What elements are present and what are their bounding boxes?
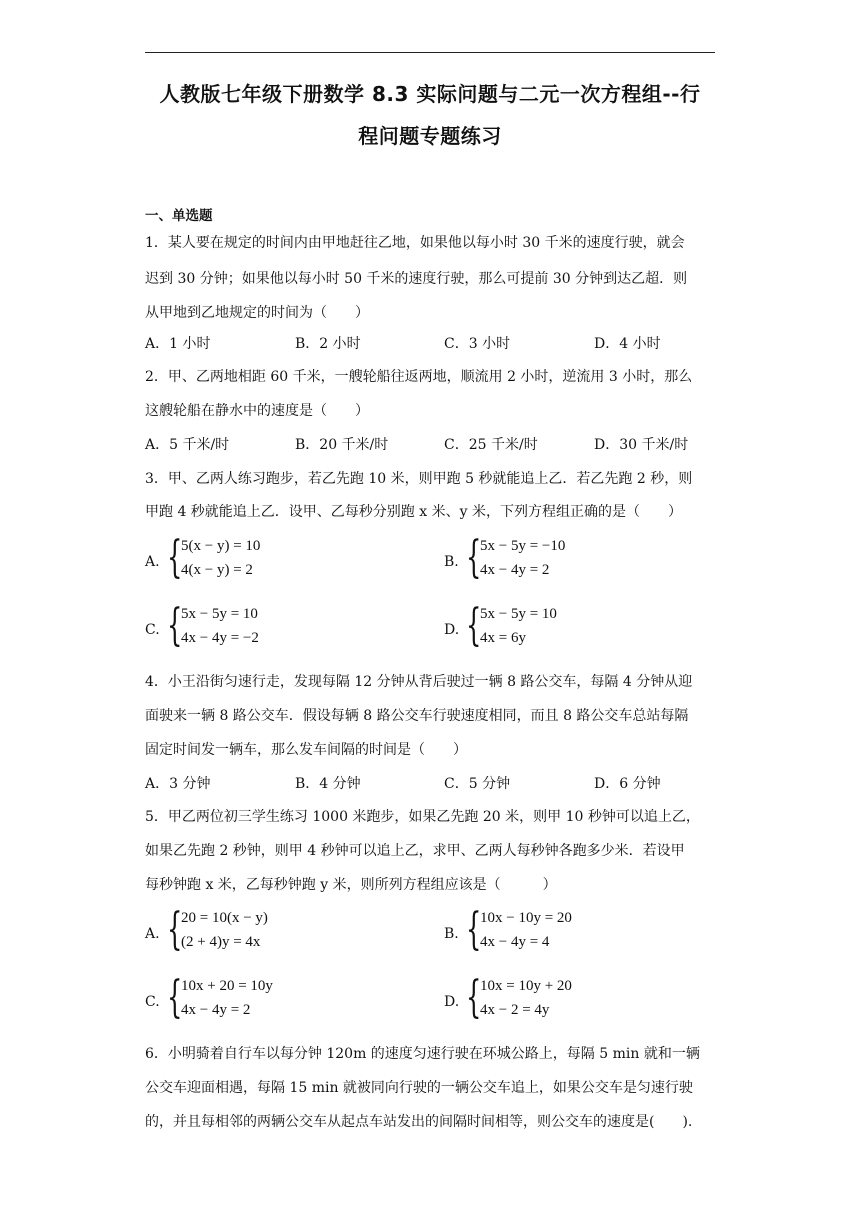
q3-text: 甲跑 4 秒就能追上乙．设甲、乙每秒分别跑 x 米、y 米，下列方程组正确的是（ ）: [145, 504, 682, 520]
equation: 20 = 10(x − y): [181, 910, 268, 926]
equation: 10x + 20 = 10y: [181, 978, 273, 994]
equation: 4x − 2 = 4y: [480, 1002, 550, 1018]
equation: 5x − 5y = 10: [480, 606, 557, 622]
q4-option-c[interactable]: C．5 分钟: [444, 776, 511, 792]
q5-option-d[interactable]: [444, 972, 644, 1024]
q5-option-b[interactable]: [444, 904, 644, 956]
q1-text: 从甲地到乙地规定的时间为（ ）: [145, 305, 369, 321]
q4-text: 4．小王沿街匀速行走，发现每隔 12 分钟从背后驶过一辆 8 路公交车，每隔 4 分钟从迎: [145, 674, 693, 690]
section-heading: 一、单选题: [145, 208, 213, 224]
q1-text: 迟到 30 分钟；如果他以每小时 50 千米的速度行驶，那么可提前 30 分钟到达乙超．则: [145, 271, 688, 287]
q2-text: 这艘轮船在静水中的速度是（ ）: [145, 403, 369, 419]
q1-option-a[interactable]: A．1 小时: [145, 336, 211, 352]
option-label: B.: [444, 926, 459, 942]
page-title-cont: 程问题专题练习: [358, 124, 502, 148]
q3-text: 3．甲、乙两人练习跑步，若乙先跑 10 米，则甲跑 5 秒就能追上乙．若乙先跑 2 秒，则: [145, 471, 693, 487]
q2-option-a[interactable]: A．5 千米/时: [145, 437, 230, 453]
q1-option-c[interactable]: C．3 小时: [444, 336, 511, 352]
q6-text: 的，并且每相邻的两辆公交车从起点车站发出的间隔时间相等，则公交车的速度是( ).: [145, 1114, 693, 1130]
page-title: 人教版七年级下册数学 8.3 实际问题与二元一次方程组--行: [159, 82, 701, 106]
option-label: D.: [444, 994, 460, 1010]
brace-icon: {: [167, 904, 183, 955]
q3-option-a[interactable]: [145, 532, 345, 584]
q1-text: 1．某人要在规定的时间内由甲地赶往乙地，如果他以每小时 30 千米的速度行驶，就会: [145, 235, 685, 251]
q4-text: 面驶来一辆 8 路公交车．假设每辆 8 路公交车行驶速度相同，而且 8 路公交车总站每隔: [145, 708, 689, 724]
brace-icon: {: [167, 600, 183, 651]
q5-option-c[interactable]: [145, 972, 345, 1024]
equation: 4x − 4y = 2: [480, 562, 550, 578]
option-label: C.: [145, 994, 160, 1010]
equation: 4x − 4y = 4: [480, 934, 550, 950]
q2-option-b[interactable]: B．20 千米/时: [295, 437, 389, 453]
equation: 5x − 5y = 10: [181, 606, 258, 622]
q4-text: 固定时间发一辆车，那么发车间隔的时间是（ ）: [145, 742, 467, 758]
brace-icon: {: [466, 532, 482, 583]
q5-text: 如果乙先跑 2 秒钟，则甲 4 秒钟可以追上乙，求甲、乙两人每秒钟各跑多少米．若设甲: [145, 843, 685, 859]
q5-option-a[interactable]: [145, 904, 345, 956]
option-label: B.: [444, 554, 459, 570]
header-rule: [145, 52, 715, 53]
q2-option-c[interactable]: C．25 千米/时: [444, 437, 538, 453]
equation: 4x − 4y = 2: [181, 1002, 251, 1018]
equation: 10x − 10y = 20: [480, 910, 572, 926]
equation: 4x = 6y: [480, 630, 526, 646]
option-label: A.: [145, 926, 160, 942]
brace-icon: {: [167, 972, 183, 1023]
brace-icon: {: [466, 904, 482, 955]
q1-option-b[interactable]: B．2 小时: [295, 336, 361, 352]
equation: 10x = 10y + 20: [480, 978, 572, 994]
equation: 4x − 4y = −2: [181, 630, 259, 646]
q2-text: 2．甲、乙两地相距 60 千米，一艘轮船往返两地，顺流用 2 小时，逆流用 3 小时，那么: [145, 369, 693, 385]
q5-text: 5．甲乙两位初三学生练习 1000 米跑步，如果乙先跑 20 米，则甲 10 秒钟可以追上乙，: [145, 809, 700, 825]
q4-option-a[interactable]: A．3 分钟: [145, 776, 211, 792]
q2-option-d[interactable]: D．30 千米/时: [594, 437, 689, 453]
brace-icon: {: [466, 972, 482, 1023]
q6-text: 6．小明骑着自行车以每分钟 120m 的速度匀速行驶在环城公路上，每隔 5 min 就和一辆: [145, 1046, 700, 1062]
q3-option-c[interactable]: [145, 600, 345, 652]
equation: 5(x − y) = 10: [181, 538, 261, 554]
q1-option-d[interactable]: D．4 小时: [594, 336, 661, 352]
equation: 5x − 5y = −10: [480, 538, 566, 554]
brace-icon: {: [167, 532, 183, 583]
q4-option-b[interactable]: B．4 分钟: [295, 776, 361, 792]
option-label: A.: [145, 554, 160, 570]
option-label: D.: [444, 622, 460, 638]
q5-text: 每秒钟跑 x 米，乙每秒钟跑 y 米，则所列方程组应该是（ ）: [145, 877, 557, 893]
option-label: C.: [145, 622, 160, 638]
q3-option-d[interactable]: [444, 600, 644, 652]
brace-icon: {: [466, 600, 482, 651]
q4-option-d[interactable]: D．6 分钟: [594, 776, 661, 792]
equation: (2 + 4)y = 4x: [181, 934, 261, 950]
q6-text: 公交车迎面相遇，每隔 15 min 就被同向行驶的一辆公交车追上，如果公交车是匀速行驶: [145, 1080, 693, 1096]
q3-option-b[interactable]: [444, 532, 644, 584]
equation: 4(x − y) = 2: [181, 562, 253, 578]
